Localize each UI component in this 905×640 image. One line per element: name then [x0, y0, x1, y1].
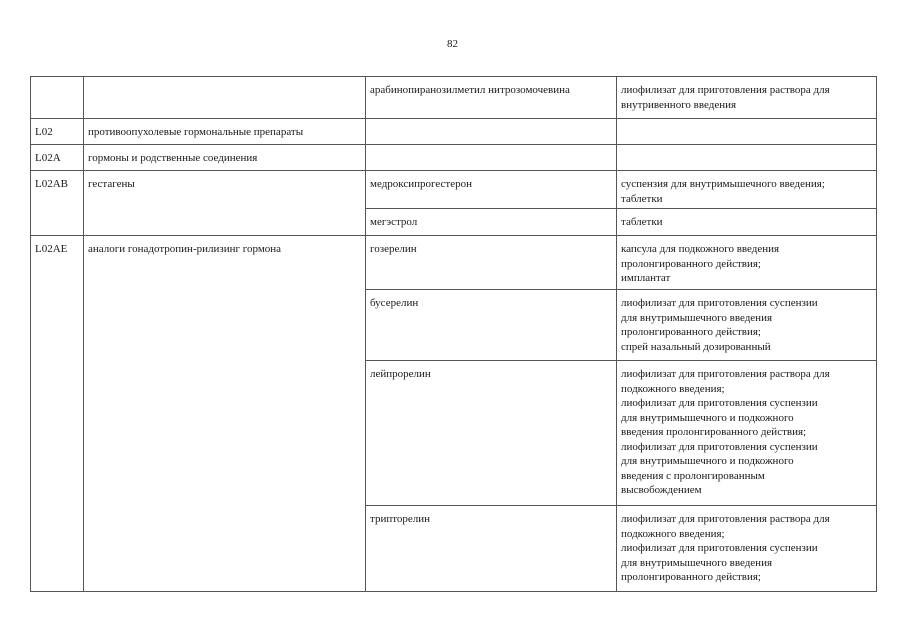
- dosage-form-line: для внутримышечного и подкожного: [621, 411, 794, 424]
- drug-name-cell: [366, 119, 617, 145]
- dosage-form-line: высвобождением: [621, 484, 702, 496]
- drug-name-cell: трипторелин: [366, 506, 617, 592]
- dosage-form-line: суспензия для внутримышечного введения;: [621, 178, 825, 190]
- dosage-form-cell: [617, 119, 877, 145]
- dosage-form-line: лиофилизат для приготовления суспензии: [621, 397, 818, 409]
- dosage-form-line: для внутримышечного и подкожного: [621, 455, 794, 467]
- dosage-form-line: лиофилизат для приготовления раствора для: [621, 84, 830, 96]
- drug-name-cell: [366, 145, 617, 171]
- page-number: 82: [447, 38, 458, 50]
- dosage-form-cell: [617, 506, 877, 592]
- dosage-form-line: введения пролонгированного действия;: [621, 426, 807, 438]
- drug-classification-table: [30, 76, 877, 592]
- dosage-form-line: пролонгированного действия;: [621, 326, 761, 338]
- table-row: [31, 171, 877, 209]
- dosage-form-cell: [617, 236, 877, 290]
- atc-code-cell: L02AB: [31, 171, 84, 236]
- table-row: [31, 236, 877, 290]
- group-name-cell: гормоны и родственные соединения: [84, 145, 366, 171]
- drug-name-cell: лейпрорелин: [366, 361, 617, 506]
- dosage-form-line: лиофилизат для приготовления раствора для: [621, 368, 830, 380]
- drug-name-cell: мегэстрол: [366, 209, 617, 236]
- table-row: [31, 145, 877, 171]
- dosage-form-line: пролонгированного действия;: [621, 571, 761, 583]
- group-name-cell: противоопухолевые гормональные препараты: [84, 119, 366, 145]
- dosage-form-line: для внутримышечного введения: [621, 311, 773, 324]
- atc-code-cell: L02: [31, 119, 84, 145]
- dosage-form-line: подкожного введения;: [621, 382, 725, 395]
- dosage-form-line: подкожного введения;: [621, 527, 725, 540]
- atc-code-cell: [31, 77, 84, 119]
- dosage-form-line: имплантат: [621, 272, 671, 284]
- group-name-cell: гестагены: [84, 171, 366, 236]
- drug-name-cell: арабинопиранозилметил нитрозомочевина: [366, 77, 617, 119]
- dosage-form-line: спрей назальный дозированный: [621, 340, 771, 353]
- dosage-form-line: для внутримышечного введения: [621, 556, 773, 569]
- dosage-form-cell: [617, 209, 877, 236]
- atc-code-cell: L02AE: [31, 236, 84, 592]
- dosage-form-line: лиофилизат для приготовления суспензии: [621, 297, 818, 309]
- dosage-form-line: лиофилизат для приготовления суспензии: [621, 440, 818, 453]
- dosage-form-line: капсула для подкожного введения: [621, 243, 780, 255]
- atc-code-cell: L02A: [31, 145, 84, 171]
- group-name-cell: аналоги гонадотропин-рилизинг гормона: [84, 236, 366, 592]
- dosage-form-line: лиофилизат для приготовления суспензии: [621, 542, 818, 554]
- dosage-form-cell: [617, 171, 877, 209]
- dosage-form-cell: [617, 361, 877, 506]
- table-row: [31, 119, 877, 145]
- group-name-cell: [84, 77, 366, 119]
- dosage-form-cell: [617, 145, 877, 171]
- dosage-form-line: лиофилизат для приготовления раствора для: [621, 513, 830, 525]
- dosage-form-line: внутривенного введения: [621, 98, 737, 111]
- dosage-form-line: таблетки: [621, 216, 663, 228]
- drug-name-cell: бусерелин: [366, 290, 617, 361]
- dosage-form-line: пролонгированного действия;: [621, 257, 761, 270]
- drug-name-cell: гозерелин: [366, 236, 617, 290]
- dosage-form-cell: [617, 290, 877, 361]
- dosage-form-cell: [617, 77, 877, 119]
- dosage-form-line: таблетки: [621, 192, 663, 205]
- dosage-form-line: введения с пролонгированным: [621, 469, 765, 482]
- drug-name-cell: медроксипрогестерон: [366, 171, 617, 209]
- table-row: [31, 77, 877, 119]
